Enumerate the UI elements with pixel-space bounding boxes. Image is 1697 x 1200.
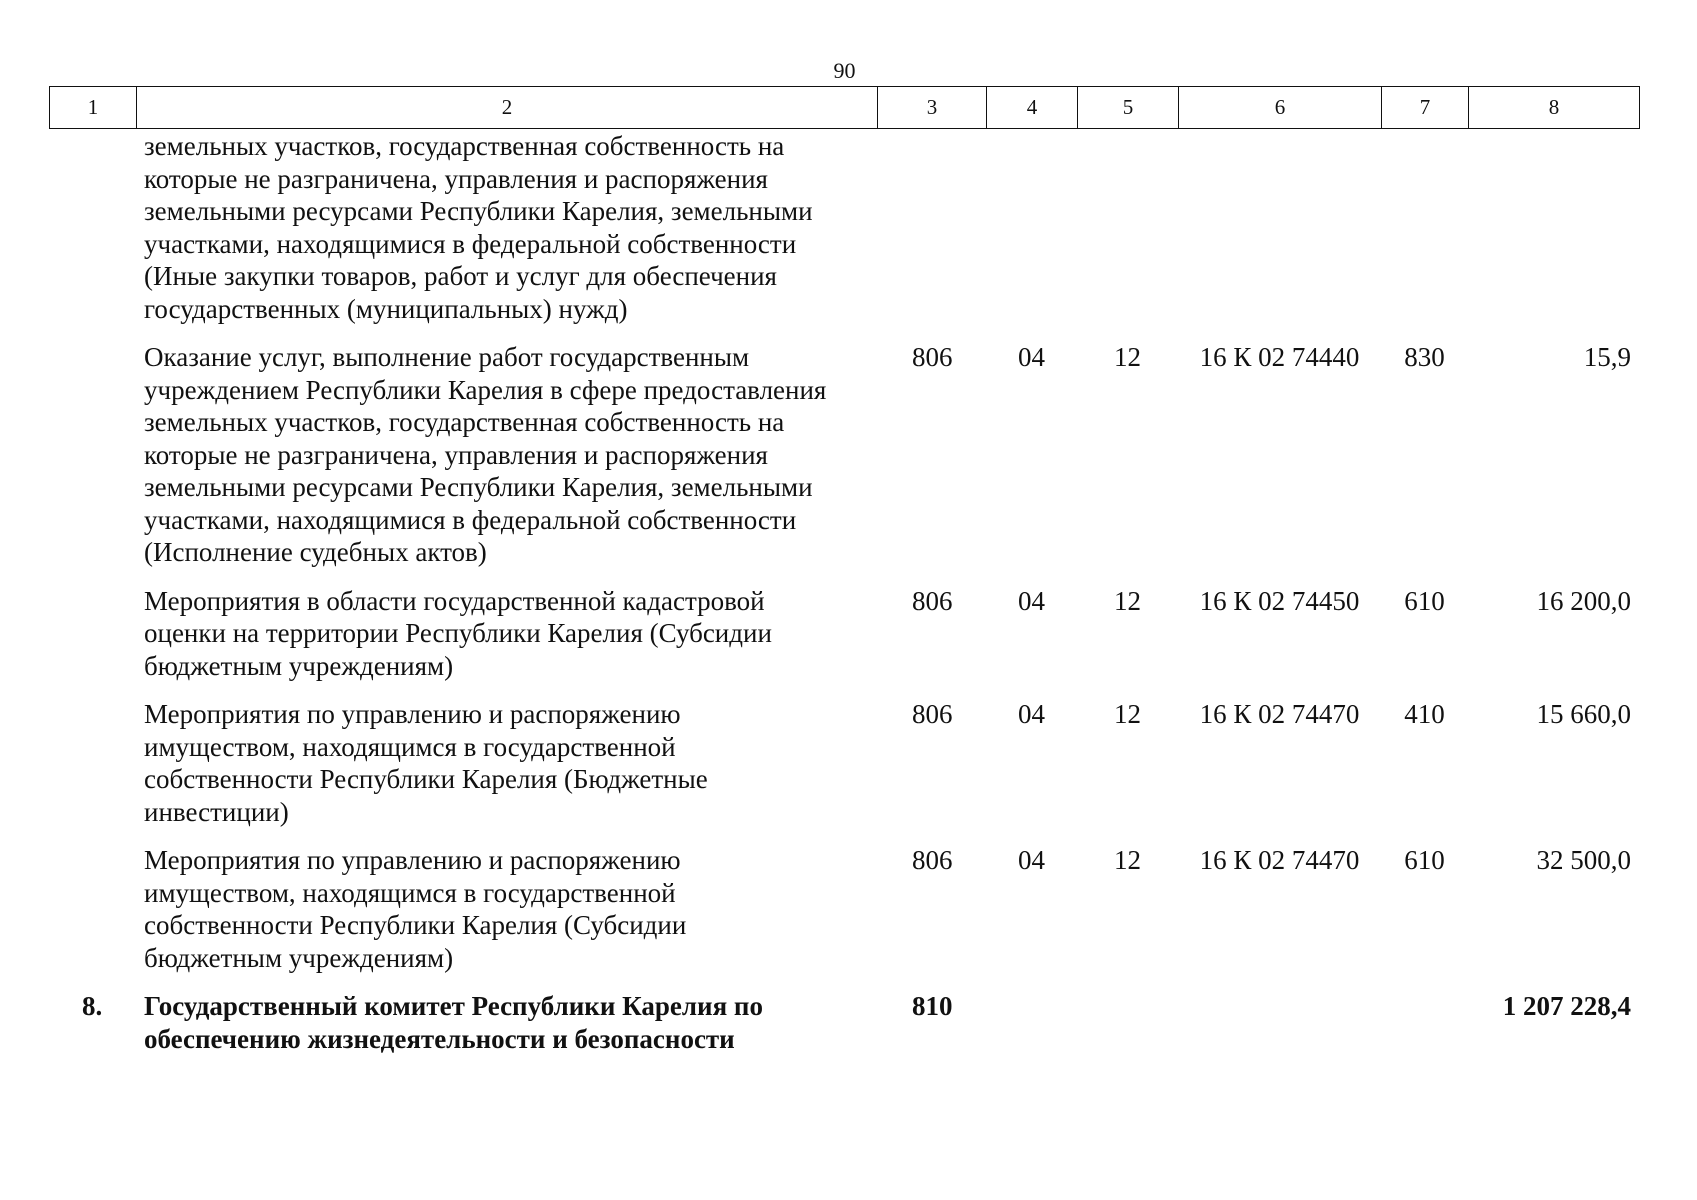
- amount-value: 32 500,0: [1536, 845, 1631, 875]
- amount-value: 15 660,0: [1536, 699, 1631, 729]
- ministry-code: 810: [912, 991, 953, 1021]
- expense-type-code: [1381, 130, 1468, 325]
- description-line: инвестиции): [144, 796, 289, 827]
- description-line: Оказание услуг, выполнение работ государственным: [144, 342, 750, 372]
- description-line: бюджетным учреждениям): [144, 942, 454, 973]
- description-line: земельными ресурсами Республики Карелия, земельными: [144, 196, 813, 226]
- row-number: 8.: [82, 991, 103, 1021]
- expense-type-code: 830: [1404, 342, 1445, 372]
- description-line: земельными ресурсами Республики Карелия, земельными: [144, 472, 813, 502]
- description-line: земельных участков, государственная собственность на: [144, 131, 785, 161]
- section-code: [986, 990, 1077, 1055]
- ministry-code: [877, 130, 986, 325]
- section-code: [986, 130, 1077, 325]
- description-line: участками, находящимися в федеральной собственности: [144, 228, 797, 259]
- ministry-code: 806: [912, 699, 953, 729]
- description-line: Мероприятия по управлению и распоряжению: [144, 699, 681, 729]
- target-article-code: [1178, 130, 1381, 325]
- description-line: собственности Республики Карелия (Субсидии: [144, 910, 687, 940]
- amount-value: 1 207 228,4: [1502, 991, 1631, 1021]
- column-header-4: 4: [987, 87, 1078, 129]
- section-code: 04: [1018, 845, 1045, 875]
- column-header-2: 2: [137, 87, 878, 129]
- description-line: бюджетным учреждениям): [144, 650, 454, 681]
- expense-type-code: [1381, 990, 1468, 1055]
- subsection-code: [1077, 990, 1178, 1055]
- section-code: 04: [1018, 342, 1045, 372]
- subsection-code: 12: [1114, 342, 1141, 372]
- description-line: земельных участков, государственная собственность на: [144, 407, 785, 437]
- row-description: [49, 130, 877, 325]
- description-line: собственности Республики Карелия (Бюджетные: [144, 764, 708, 794]
- target-article-code: 16 К 02 74470: [1199, 845, 1360, 875]
- page-number: [0, 58, 1697, 84]
- table-row: [49, 990, 1639, 1055]
- description-line: оценки на территории Республики Карелия (Субсидии: [144, 618, 772, 648]
- column-header-1: 1: [50, 87, 137, 129]
- description-line: имуществом, находящимся в государственной: [144, 731, 676, 762]
- description-line: (Иные закупки товаров, работ и услуг для обеспечения: [144, 261, 777, 291]
- section-code: 04: [1018, 585, 1045, 616]
- ministry-code: 806: [912, 342, 953, 372]
- target-article-code: 16 К 02 74450: [1199, 585, 1360, 616]
- expense-type-code: 610: [1404, 585, 1445, 616]
- description-line: Государственный комитет Республики Карелия по: [144, 991, 763, 1021]
- row-description: [49, 698, 877, 828]
- column-header-6: 6: [1179, 87, 1382, 129]
- table-row: [49, 585, 1639, 683]
- description-line: участками, находящимися в федеральной собственности: [144, 504, 797, 535]
- subsection-code: [1077, 130, 1178, 325]
- amount-value: [1468, 130, 1639, 325]
- column-header-row: [50, 87, 1640, 129]
- table-row: [49, 130, 1639, 325]
- row-description: [49, 844, 877, 974]
- column-header-7: 7: [1382, 87, 1469, 129]
- table-row: [49, 844, 1639, 974]
- description-line: Мероприятия в области государственной кадастровой: [144, 585, 765, 616]
- column-header-8: 8: [1469, 87, 1640, 129]
- ministry-code: 806: [912, 585, 953, 616]
- column-header-3: 3: [878, 87, 987, 129]
- section-code: 04: [1018, 699, 1045, 729]
- description-line: Мероприятия по управлению и распоряжению: [144, 845, 681, 875]
- description-line: которые не разграничена, управления и распоряжения: [144, 163, 768, 194]
- ministry-code: 806: [912, 845, 953, 875]
- target-article-code: [1178, 990, 1381, 1055]
- column-header-5: 5: [1078, 87, 1179, 129]
- page-number-text: 90: [833, 58, 856, 83]
- budget-table-body: [49, 130, 1639, 1055]
- description-line: государственных (муниципальных) нужд): [144, 293, 628, 324]
- subsection-code: 12: [1114, 699, 1141, 729]
- expense-type-code: 610: [1404, 845, 1445, 875]
- row-description: [49, 990, 877, 1055]
- target-article-code: 16 К 02 74440: [1199, 342, 1360, 372]
- subsection-code: 12: [1114, 585, 1141, 616]
- target-article-code: 16 К 02 74470: [1199, 699, 1360, 729]
- expense-type-code: 410: [1404, 699, 1445, 729]
- description-line: учреждением Республики Карелия в сфере предоставления: [144, 374, 827, 405]
- description-line: (Исполнение судебных актов): [144, 537, 487, 567]
- amount-value: 16 200,0: [1536, 585, 1631, 616]
- amount-value: 15,9: [1583, 342, 1631, 372]
- column-header-table: [49, 86, 1640, 129]
- table-row: [49, 698, 1639, 828]
- subsection-code: 12: [1114, 845, 1141, 875]
- row-description: [49, 341, 877, 569]
- table-row: [49, 341, 1639, 569]
- row-description: [49, 585, 877, 683]
- description-line: имуществом, находящимся в государственной: [144, 877, 676, 908]
- description-line: которые не разграничена, управления и распоряжения: [144, 439, 768, 470]
- description-line: обеспечению жизнедеятельности и безопасности: [144, 1023, 735, 1054]
